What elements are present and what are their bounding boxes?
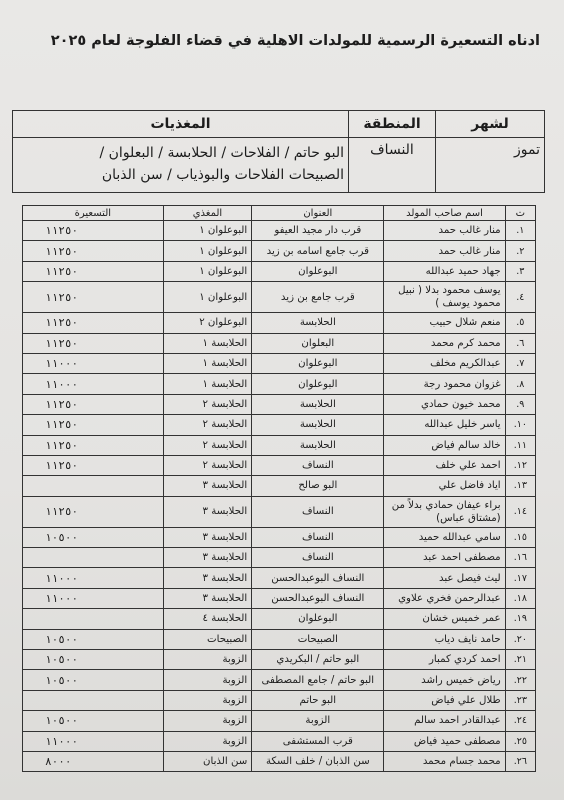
row-index: ٦. <box>505 333 535 353</box>
owner-name: منار غالب حمد <box>384 241 505 261</box>
feeder: الزوبة <box>163 711 252 731</box>
feeder: البوعلوان ١ <box>163 261 252 281</box>
price: ١١٢٥٠ <box>23 415 164 435</box>
table-row <box>23 548 536 568</box>
feeder: الحلابسة ٢ <box>163 435 252 455</box>
address: الحلابسة <box>252 313 384 333</box>
owner-name: مصطفى حميد فياض <box>384 731 505 751</box>
row-index: ١٠. <box>505 415 535 435</box>
table-row <box>23 435 536 455</box>
feeder: الحلابسة ١ <box>163 333 252 353</box>
table-row <box>23 650 536 670</box>
feeder: الحلابسة ٢ <box>163 415 252 435</box>
price: ١١٢٥٠ <box>23 496 164 527</box>
summary-col-feeds: المغذيات <box>13 111 349 138</box>
table-row <box>23 455 536 475</box>
col-header-price: التسعيرة <box>23 206 164 221</box>
feeder: البوعلوان ١ <box>163 241 252 261</box>
table-row <box>23 670 536 690</box>
price <box>23 476 164 496</box>
owner-name: منعم شلال حبيب <box>384 313 505 333</box>
price: ١١٢٥٠ <box>23 394 164 414</box>
table-header-row <box>23 206 536 221</box>
price: ١٠٥٠٠ <box>23 650 164 670</box>
row-index: ١١. <box>505 435 535 455</box>
table-row <box>23 374 536 394</box>
price: ١١٢٥٠ <box>23 261 164 281</box>
row-index: ٣. <box>505 261 535 281</box>
address: البوعلوان <box>252 261 384 281</box>
address: قرب جامع اسامه بن زيد <box>252 241 384 261</box>
table-row <box>23 711 536 731</box>
row-index: ١٦. <box>505 548 535 568</box>
table-row <box>23 415 536 435</box>
row-index: ٢. <box>505 241 535 261</box>
owner-name: جهاد حميد عبدالله <box>384 261 505 281</box>
table-row <box>23 731 536 751</box>
summary-value-row <box>13 138 545 193</box>
owner-name: عبدالكريم مخلف <box>384 353 505 373</box>
feeds-value <box>13 138 349 193</box>
price: ١٠٥٠٠ <box>23 711 164 731</box>
address: قرب المستشفى <box>252 731 384 751</box>
month-value: تموز <box>436 138 545 193</box>
address: البو صالح <box>252 476 384 496</box>
owner-name: عبدالرحمن فخري علاوي <box>384 588 505 608</box>
row-index: ٥. <box>505 313 535 333</box>
row-index: ٢٣. <box>505 690 535 710</box>
address: النساف <box>252 496 384 527</box>
table-row <box>23 221 536 241</box>
owner-name: محمد كرم محمد <box>384 333 505 353</box>
price: ١١٢٥٠ <box>23 313 164 333</box>
summary-col-region: المنطقة <box>349 111 436 138</box>
row-index: ٩. <box>505 394 535 414</box>
price: ١٠٥٠٠ <box>23 670 164 690</box>
row-index: ٢٤. <box>505 711 535 731</box>
document-title: ادناه التسعيرة الرسمية للمولدات الاهلية في قضاء الفلوجة لعام ٢٠٢٥ <box>50 33 540 49</box>
col-header-index: ت <box>505 206 535 221</box>
address: النساف <box>252 455 384 475</box>
owner-name: طلال علي فياض <box>384 690 505 710</box>
row-index: ٢٦. <box>505 751 535 771</box>
feeder: الحلابسة ٣ <box>163 588 252 608</box>
address: النساف البوعبدالحسن <box>252 568 384 588</box>
table-row <box>23 496 536 527</box>
price: ١١٠٠٠ <box>23 731 164 751</box>
feeder: الحلابسة ٢ <box>163 455 252 475</box>
row-index: ٤. <box>505 282 535 313</box>
price: ١٠٥٠٠ <box>23 527 164 547</box>
price: ١١٢٥٠ <box>23 435 164 455</box>
table-row <box>23 690 536 710</box>
row-index: ١٥. <box>505 527 535 547</box>
address: النساف <box>252 527 384 547</box>
address: الزوبة <box>252 711 384 731</box>
feeder: الحلابسة ٣ <box>163 527 252 547</box>
address: سن الذبان / خلف السكة <box>252 751 384 771</box>
table-row <box>23 609 536 629</box>
address: الحلابسة <box>252 435 384 455</box>
owner-name: احمد علي خلف <box>384 455 505 475</box>
owner-name: رياض خميس راشد <box>384 670 505 690</box>
table-row <box>23 588 536 608</box>
feeds-line-2: الصبيحات الفلاحات والبوذياب / سن الذبان <box>101 167 344 183</box>
price: ١١٠٠٠ <box>23 374 164 394</box>
price <box>23 609 164 629</box>
price: ١٠٥٠٠ <box>23 629 164 649</box>
summary-col-month: لشهر <box>436 111 545 138</box>
table-row <box>23 333 536 353</box>
owner-name: براء عيفان حمادي بدلاً من (مشتاق عباس) <box>384 496 505 527</box>
owner-name: اياد فاضل علي <box>384 476 505 496</box>
feeder: الحلابسة ٤ <box>163 609 252 629</box>
owner-name: محمد خيون حمادي <box>384 394 505 414</box>
address: النساف <box>252 548 384 568</box>
owner-name: محمد جسام محمد <box>384 751 505 771</box>
owner-name: خالد سالم فياض <box>384 435 505 455</box>
address: البوعلوان <box>252 353 384 373</box>
address: البو حاتم / جامع المصطفى <box>252 670 384 690</box>
price: ١١٢٥٠ <box>23 241 164 261</box>
feeds-line-1: البو حاتم / الفلاحات / الحلابسة / البعلوان / <box>99 145 344 161</box>
feeder: الزوبة <box>163 650 252 670</box>
row-index: ٢٠. <box>505 629 535 649</box>
address: قرب دار مجيد العيفو <box>252 221 384 241</box>
price <box>23 690 164 710</box>
feeder: الحلابسة ٢ <box>163 394 252 414</box>
feeder: البوعلوان ١ <box>163 221 252 241</box>
row-index: ١٩. <box>505 609 535 629</box>
price: ١١٢٥٠ <box>23 221 164 241</box>
col-header-feeder: المغذي <box>163 206 252 221</box>
table-row <box>23 261 536 281</box>
table-row <box>23 751 536 771</box>
price: ١١٢٥٠ <box>23 455 164 475</box>
feeder: الحلابسة ١ <box>163 353 252 373</box>
feeder: الصبيحات <box>163 629 252 649</box>
price <box>23 548 164 568</box>
price: ١١٢٥٠ <box>23 333 164 353</box>
generators-table <box>22 205 536 772</box>
region-value: النساف <box>349 138 436 193</box>
address: قرب جامع بن زيد <box>252 282 384 313</box>
owner-name: غزوان محمود رجة <box>384 374 505 394</box>
row-index: ١٤. <box>505 496 535 527</box>
address: البعلوان <box>252 333 384 353</box>
address: البو حاتم <box>252 690 384 710</box>
row-index: ١. <box>505 221 535 241</box>
feeder: الحلابسة ٣ <box>163 496 252 527</box>
row-index: ٢٢. <box>505 670 535 690</box>
address: البو حاتم / البكريدي <box>252 650 384 670</box>
summary-table <box>12 110 545 193</box>
owner-name: سامي عبدالله حميد <box>384 527 505 547</box>
feeder: الزوبة <box>163 731 252 751</box>
price: ١١٠٠٠ <box>23 588 164 608</box>
row-index: ٢٥. <box>505 731 535 751</box>
row-index: ٢١. <box>505 650 535 670</box>
address: البوعلوان <box>252 374 384 394</box>
col-header-owner: اسم صاحب المولد <box>384 206 505 221</box>
price: ١١٠٠٠ <box>23 568 164 588</box>
table-row <box>23 282 536 313</box>
table-row <box>23 476 536 496</box>
row-index: ١٣. <box>505 476 535 496</box>
table-row <box>23 527 536 547</box>
feeder: الحلابسة ٣ <box>163 476 252 496</box>
owner-name: ياسر خليل عبدالله <box>384 415 505 435</box>
table-body <box>23 221 536 772</box>
feeder: البوعلوان ٢ <box>163 313 252 333</box>
price: ١١٠٠٠ <box>23 353 164 373</box>
feeder: الزوبة <box>163 670 252 690</box>
table-row <box>23 629 536 649</box>
table-row <box>23 241 536 261</box>
row-index: ١٨. <box>505 588 535 608</box>
price: ١١٢٥٠ <box>23 282 164 313</box>
row-index: ١٢. <box>505 455 535 475</box>
feeder: الحلابسة ٣ <box>163 548 252 568</box>
owner-name: ليث فيصل عبد <box>384 568 505 588</box>
owner-name: مصطفى احمد عبد <box>384 548 505 568</box>
row-index: ١٧. <box>505 568 535 588</box>
table-row <box>23 394 536 414</box>
address: الحلابسة <box>252 415 384 435</box>
price: ٨٠٠٠ <box>23 751 164 771</box>
owner-name: احمد كردي كمبار <box>384 650 505 670</box>
feeder: سن الذبان <box>163 751 252 771</box>
owner-name: يوسف محمود بدلا ( نبيل محمود يوسف ) <box>384 282 505 313</box>
address: الحلابسة <box>252 394 384 414</box>
owner-name: عمر خميس خشان <box>384 609 505 629</box>
table-row <box>23 313 536 333</box>
row-index: ٨. <box>505 374 535 394</box>
feeder: الحلابسة ١ <box>163 374 252 394</box>
owner-name: منار غالب حمد <box>384 221 505 241</box>
address: النساف البوعبدالحسن <box>252 588 384 608</box>
summary-header-row <box>13 111 545 138</box>
row-index: ٧. <box>505 353 535 373</box>
col-header-address: العنوان <box>252 206 384 221</box>
table-row <box>23 568 536 588</box>
feeder: الحلابسة ٣ <box>163 568 252 588</box>
owner-name: حامد نايف دياب <box>384 629 505 649</box>
owner-name: عبدالقادر احمد سالم <box>384 711 505 731</box>
feeder: الزوبة <box>163 690 252 710</box>
address: الصبيحات <box>252 629 384 649</box>
table-row <box>23 353 536 373</box>
feeder: البوعلوان ١ <box>163 282 252 313</box>
address: البوعلوان <box>252 609 384 629</box>
